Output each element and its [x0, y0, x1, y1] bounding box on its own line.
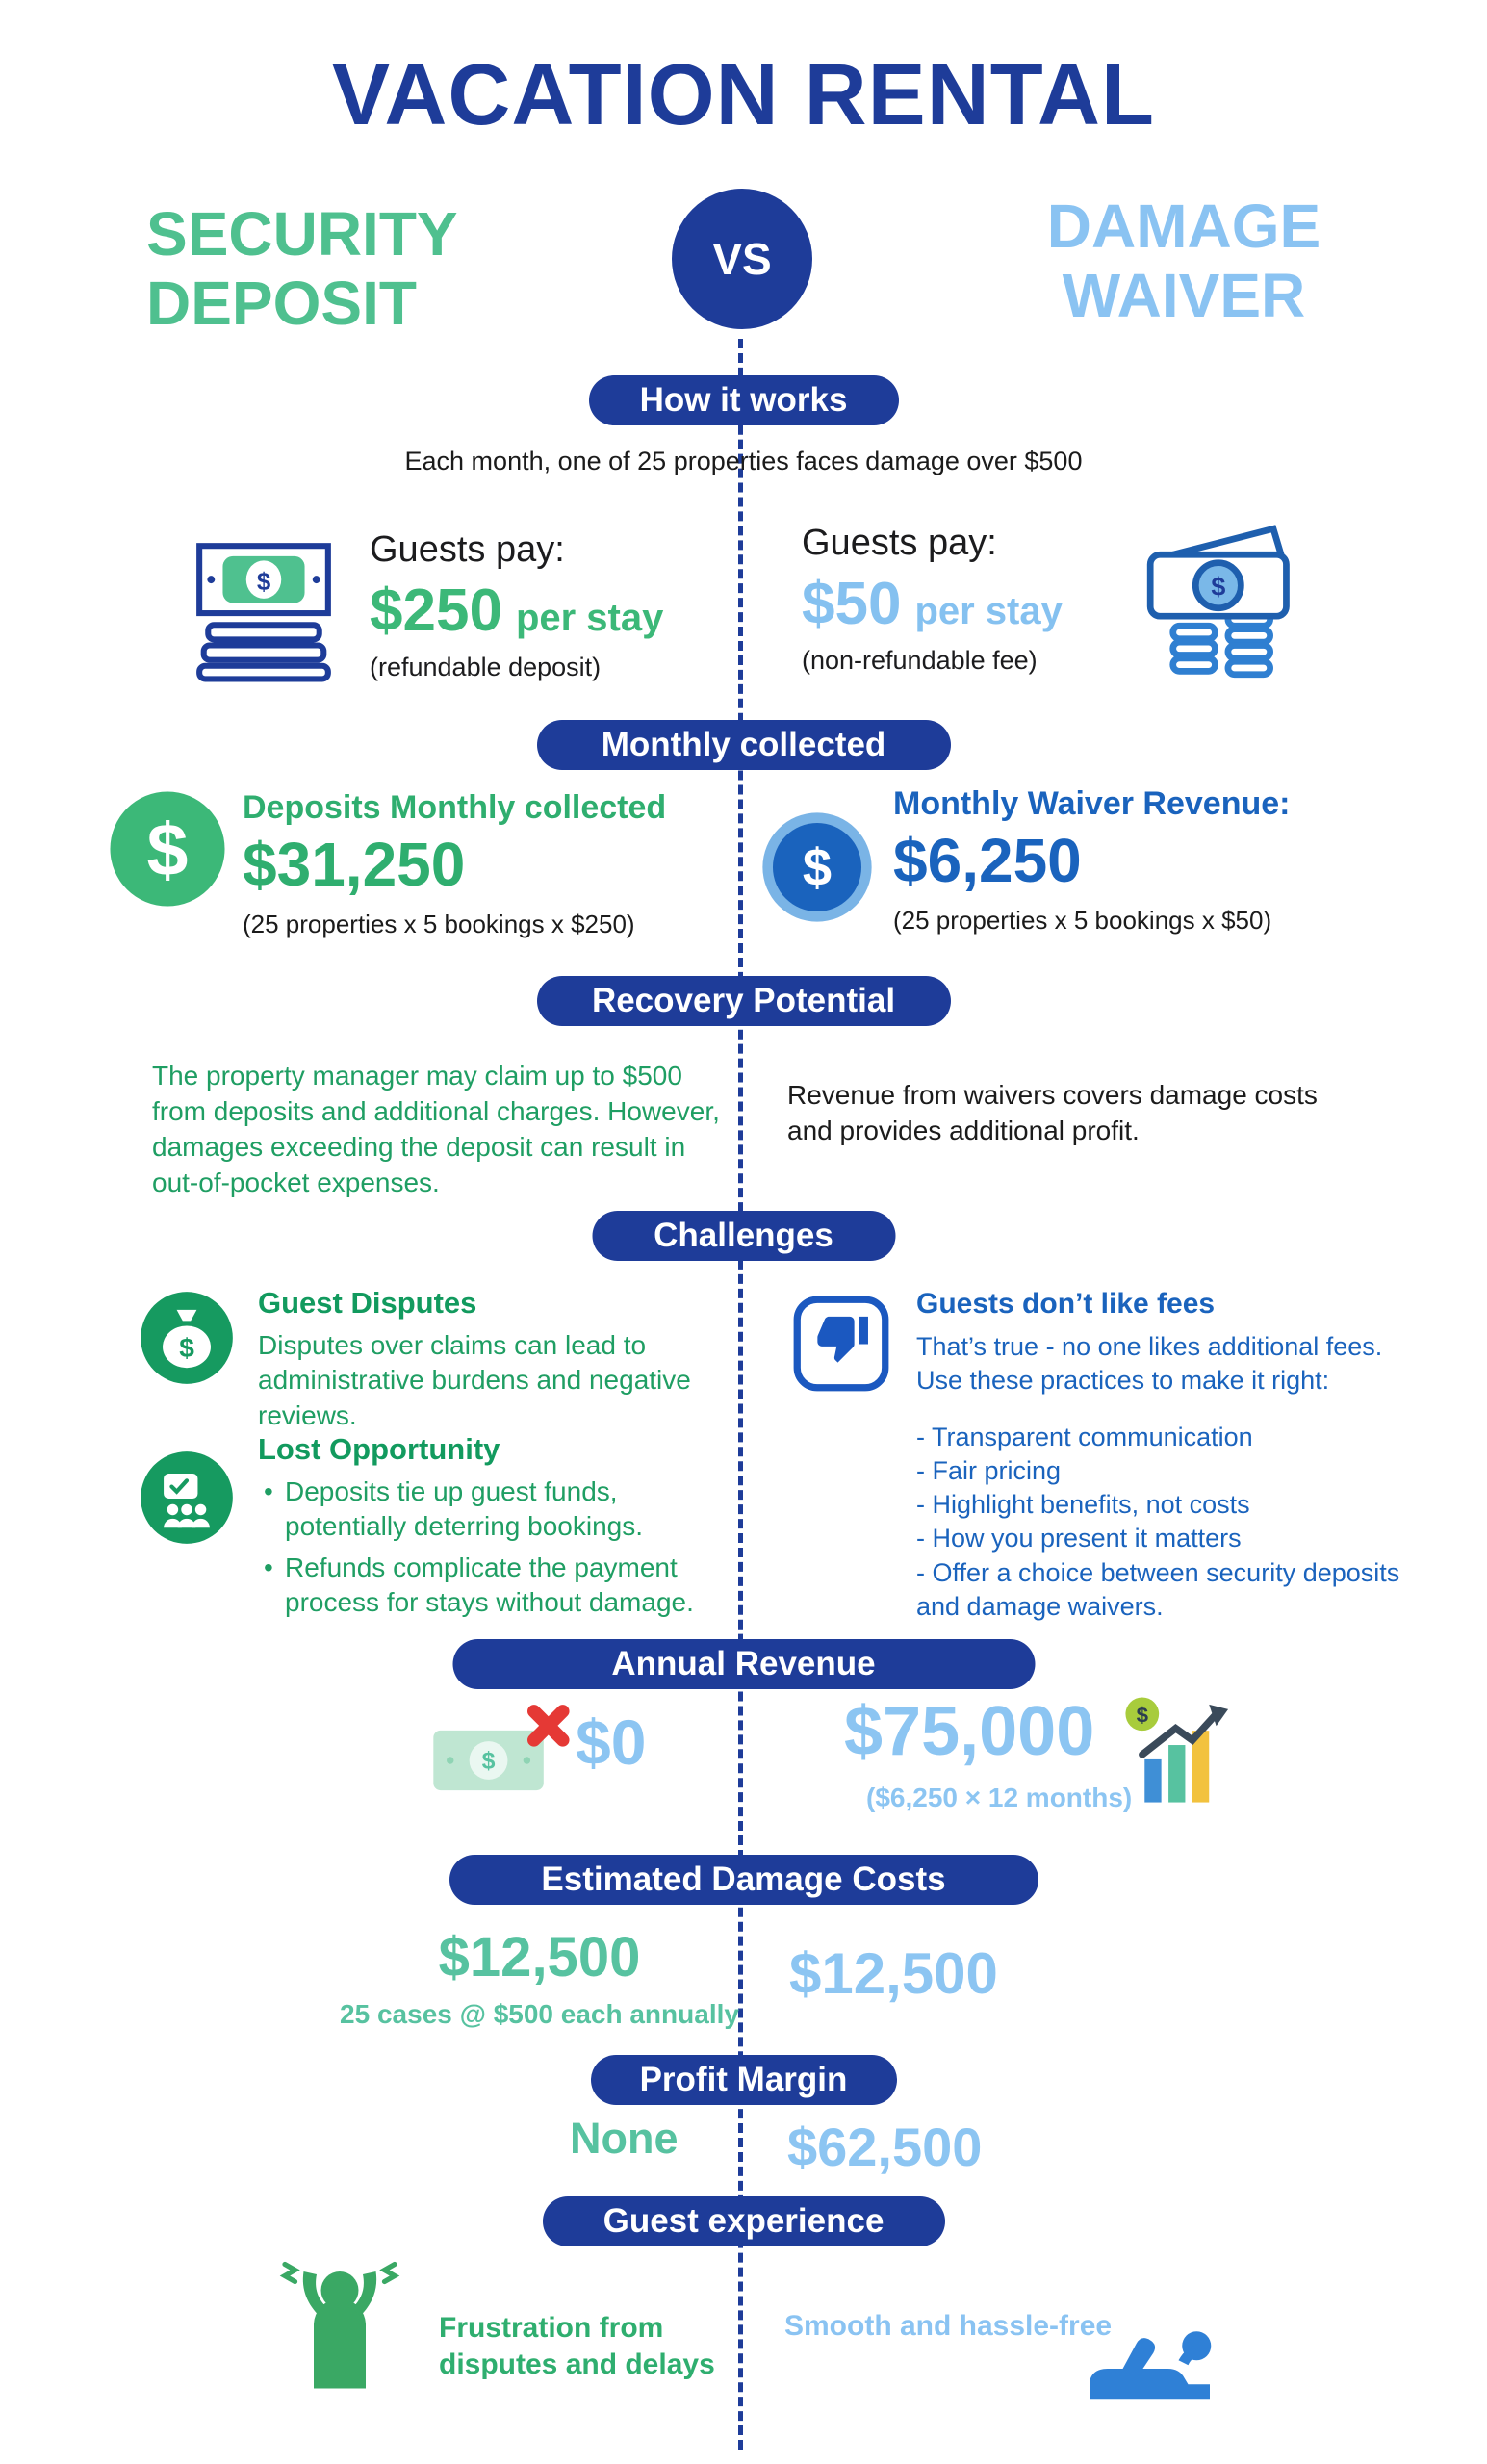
page-title: VACATION RENTAL: [332, 47, 1155, 143]
heading-line: WAIVER: [1062, 260, 1306, 330]
cash-stack-icon: [191, 531, 337, 683]
fees-practices-list: [916, 1421, 1412, 1624]
thumbs-down-icon: [791, 1294, 891, 1394]
practice-item: - Highlight benefits, not costs: [916, 1490, 1250, 1520]
waiver-monthly-title: Monthly Waiver Revenue:: [893, 785, 1291, 822]
no-revenue-cash-icon: [428, 1702, 573, 1810]
heading-line: SECURITY: [146, 199, 458, 269]
deposit-monthly-amount: $31,250: [243, 830, 466, 899]
dollar-circle-blue-icon: [760, 810, 874, 924]
svg-text:$: $: [1136, 1703, 1149, 1728]
wallet-icon: [1131, 515, 1309, 679]
section-pill-monthly-collected: Monthly collected: [537, 720, 951, 770]
annual-deposit-amount: $0: [576, 1707, 647, 1778]
svg-text:$: $: [256, 568, 271, 596]
experience-deposit-text: Frustration from disputes and delays: [439, 2312, 715, 2380]
section-pill-challenges: Challenges: [592, 1211, 895, 1261]
lost-opportunity-bullets: [258, 1475, 730, 1621]
waiver-note: (non-refundable fee): [802, 646, 1038, 675]
guests-pay-label: Guests pay:: [370, 529, 565, 570]
recovery-waiver-text: Revenue from waivers covers damage costs and provides additional profit.: [787, 1080, 1318, 1145]
deposit-monthly-block: [243, 789, 666, 939]
money-bag-icon: [137, 1288, 237, 1388]
practice-item: - Transparent communication: [916, 1423, 1253, 1452]
bullet-item: • Refunds complicate the payment process for stays without damage.: [258, 1551, 730, 1621]
waiver-unit: per stay: [914, 590, 1063, 632]
damage-deposit-note: 25 cases @ $500 each annually: [340, 1999, 739, 2029]
section-pill-damage-costs: Estimated Damage Costs: [449, 1855, 1038, 1905]
growth-chart-icon: [1118, 1690, 1238, 1810]
deposit-unit: per stay: [515, 597, 664, 639]
lost-opportunity-title: Lost Opportunity: [258, 1432, 500, 1466]
section-pill-annual-revenue: Annual Revenue: [452, 1639, 1035, 1689]
lost-opportunity-icon: [137, 1448, 237, 1548]
waiver-monthly-amount: $6,250: [893, 826, 1082, 895]
heading-line: DAMAGE: [1046, 192, 1321, 261]
svg-text:$: $: [481, 1747, 496, 1775]
damage-waiver-heading: [991, 192, 1376, 330]
deposit-guests-pay-block: [370, 529, 663, 682]
how-it-works-intro: Each month, one of 25 properties faces damage over $500: [404, 447, 1083, 475]
svg-text:$: $: [1211, 572, 1226, 602]
lost-opportunity-block: [258, 1432, 730, 1627]
fees-challenge-text: That’s true - no one likes additional fees. Use these practices to make it right:: [916, 1332, 1383, 1396]
vs-badge: VS: [672, 189, 812, 329]
waiver-monthly-block: [893, 785, 1290, 936]
section-pill-profit-margin: Profit Margin: [591, 2055, 897, 2105]
guest-disputes-block: [258, 1286, 691, 1433]
guest-disputes-text: Disputes over claims can lead to administrative burdens and negative reviews.: [258, 1330, 691, 1430]
frustrated-person-icon: [268, 2245, 412, 2394]
deposit-amount: $250: [370, 578, 502, 644]
svg-text:$: $: [146, 808, 189, 892]
damage-deposit-block: [277, 1925, 802, 2030]
waiver-monthly-formula: (25 properties x 5 bookings x $50): [893, 906, 1272, 935]
security-deposit-heading: [146, 200, 458, 338]
bullet-item: • Deposits tie up guest funds, potentially deterring bookings.: [258, 1475, 730, 1545]
heading-line: DEPOSIT: [146, 268, 417, 338]
damage-deposit-amount: $12,500: [438, 1926, 641, 1989]
recovery-deposit-text: The property manager may claim up to $500 from deposits and additional charges. However, damages exceeding the deposit can result in out-of-pocket expenses.: [152, 1061, 720, 1197]
svg-text:$: $: [802, 837, 833, 897]
waiver-amount: $50: [802, 571, 902, 637]
damage-waiver-amount: $12,500: [789, 1941, 998, 2006]
profit-deposit-value: None: [570, 2114, 679, 2163]
section-pill-recovery-potential: Recovery Potential: [537, 976, 951, 1026]
section-pill-how-it-works: How it works: [589, 375, 899, 425]
relaxing-person-icon: [1080, 2297, 1224, 2417]
center-divider-line: [738, 339, 743, 2450]
deposit-monthly-formula: (25 properties x 5 bookings x $250): [243, 910, 635, 938]
guests-pay-label: Guests pay:: [802, 523, 997, 563]
practice-item: - How you present it matters: [916, 1524, 1242, 1553]
experience-waiver-text: Smooth and hassle-free: [784, 2310, 1113, 2342]
deposit-monthly-title: Deposits Monthly collected: [243, 789, 667, 826]
practice-item: - Fair pricing: [916, 1456, 1062, 1486]
annual-waiver-formula: ($6,250 × 12 months): [866, 1783, 1133, 1812]
fees-challenge-block: [916, 1288, 1412, 1624]
section-pill-guest-experience: Guest experience: [543, 2196, 945, 2246]
fees-challenge-title: Guests don’t like fees: [916, 1288, 1216, 1320]
guest-disputes-title: Guest Disputes: [258, 1286, 477, 1320]
deposit-note: (refundable deposit): [370, 653, 602, 681]
svg-text:$: $: [179, 1332, 194, 1363]
dollar-circle-green-icon: [108, 789, 227, 909]
waiver-guests-pay-block: [802, 523, 1063, 676]
practice-item: - Offer a choice between security deposits and damage waivers.: [916, 1557, 1400, 1621]
annual-waiver-amount: $75,000: [844, 1693, 1095, 1770]
profit-waiver-value: $62,500: [787, 2117, 983, 2177]
